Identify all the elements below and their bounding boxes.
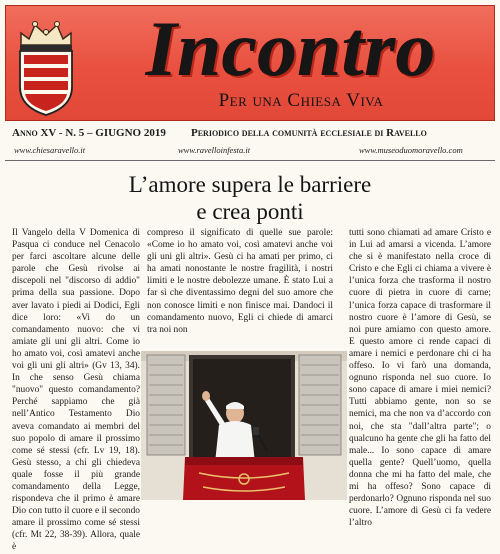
issue-info-bar: [12, 127, 488, 143]
website-links: [12, 145, 488, 159]
article-headline: [40, 171, 460, 225]
pope-window-photo: [141, 351, 347, 500]
issue-description: Periodico della comunità ecclesiale di Ravello: [191, 127, 427, 139]
website-link[interactable]: www.ravelloinfesta.it: [178, 145, 251, 155]
newspaper-title: Incontro: [146, 5, 437, 92]
issue-edition: Anno XV - N. 5 – GIUGNO 2019: [12, 127, 166, 139]
headline-line: e crea ponti: [196, 199, 304, 224]
divider: [5, 160, 495, 161]
masthead: [5, 5, 495, 121]
article-column-3: tutti sono chiamati ad amare Cristo e in Lui ad amarsi a vicenda. L’amore che si è manifestato nella croce di Cristo e che Egli ci chiama a vivere è l’unica forza che trasforma il nostro cuore di pietra in cuore di carne; l’unica forza capace di trasformare il nostro cuore è l’amore di Gesù, se noi pure amiamo con questo amore. E questo amore ci rende capaci di amare i nemici e perdonare chi ci ha offeso. Io vi farò una domanda, ognuno risponda nel suo cuore. Io sono capace di amare i miei nemici? Tutti abbiamo gente, non so se nemici, ma che non va d’accordo con noi, che sta "dall’altra parte"; o qualcuno ha gente che gli ha fatto del male... Io sono capace di amare quella gente? Quell’uomo, quella donna che mi ha fatto del male, che mi ha offeso? Sono capace di perdonarlo? Ognuno risponda nel suo cuore. L’amore di Gesù ci fa vedere l’altro: [349, 228, 491, 529]
website-link[interactable]: www.museoduomoravello.com: [359, 145, 463, 155]
article-column-2: compreso il significato di quelle sue parole: «Come io ho amato voi, così amatevi anche voi gli uni gli altri». Gesù ci ha amati per primo, ci ha amati nonostante le nostre fragilità, i nostri limiti e le nostre debolezze umane. È stato Lui a far sì che diventassimo degni del suo amore che non conosce limiti e non finisce mai. Dandoci il comandamento nuovo, Egli ci chiede di amarci tra noi non: [147, 228, 333, 335]
headline-line: L’amore supera le barriere: [128, 172, 372, 197]
newspaper-subtitle: Per una Chiesa Viva: [218, 90, 384, 111]
pope-at-window-illustration: [141, 351, 347, 500]
article-column-1: Il Vangelo della V Domenica di Pasqua ci conduce nel Cenacolo per farci ascoltare alcune delle parole che Gesù rivolse ai discepoli nel "discorso di addio" prima della sua passione. Dopo aver lavato i piedi ai Dodici, Egli dice loro: «Vi do un comandamento nuovo: che vi amiate gli uni gli altri. Come io ho amato voi, così amatevi anche voi gli uni gli altri» (Gv 13, 34). In che senso Gesù chiama "nuovo" questo comandamento? Perché sappiamo che già nell’Antico Testamento Dio aveva comandato ai membri del suo popolo di amare il prossimo come sé stessi (cfr. Lv 19, 18). Gesù stesso, a chi gli chiedeva quale fosse il più grande comandamento della Legge, rispondeva che il primo è amare Dio con tutto il cuore e il secondo amare il prossimo come sé stessi (cfr. Mt 22, 38-39). Allora, quale è: [12, 228, 140, 553]
website-link[interactable]: www.chiesaravello.it: [14, 145, 86, 155]
ravello-coat-of-arms-icon: [15, 15, 77, 117]
